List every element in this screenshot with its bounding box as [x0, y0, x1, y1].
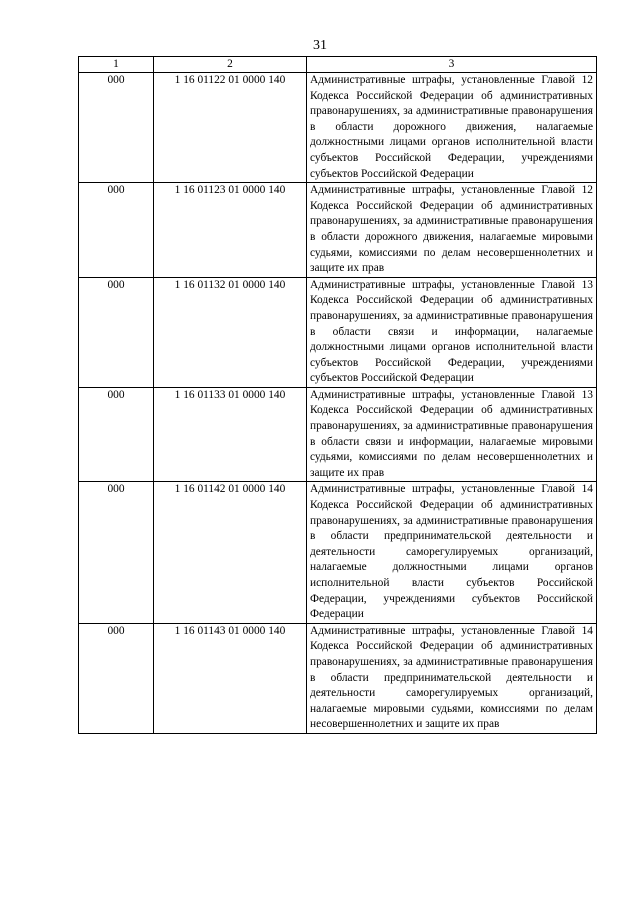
admin-code-cell: 000: [79, 623, 154, 733]
description-cell: Административные штрафы, установленные Главой 14 Кодекса Российской Федерации об административных правонарушениях, за административные правонарушения в области предпринимательской деятельности и деятельности саморегулируемых организаций, налагаемые мировыми судьями, комиссиями по делам несовершеннолетних и защите их прав: [307, 623, 597, 733]
admin-code-cell: 000: [79, 73, 154, 183]
income-code-cell: 1 16 01142 01 0000 140: [154, 482, 307, 623]
income-code-cell: 1 16 01132 01 0000 140: [154, 277, 307, 387]
table-row: [79, 73, 597, 183]
description-cell: Административные штрафы, установленные Главой 12 Кодекса Российской Федерации об административных правонарушениях, за административные правонарушения в области дорожного движения, налагаемые мировыми судьями, комиссиями по делам несовершеннолетних и защите их прав: [307, 183, 597, 278]
income-code-cell: 1 16 01123 01 0000 140: [154, 183, 307, 278]
admin-code-cell: 000: [79, 482, 154, 623]
admin-code-cell: 000: [79, 387, 154, 482]
income-code-cell: 1 16 01122 01 0000 140: [154, 73, 307, 183]
table-header-row: [79, 57, 597, 73]
column-header-3: 3: [307, 57, 597, 73]
page-number: 31: [313, 38, 327, 53]
table-row: [79, 387, 597, 482]
income-code-cell: 1 16 01143 01 0000 140: [154, 623, 307, 733]
table-row: [79, 277, 597, 387]
income-code-cell: 1 16 01133 01 0000 140: [154, 387, 307, 482]
description-cell: Административные штрафы, установленные Главой 14 Кодекса Российской Федерации об административных правонарушениях, за административные правонарушения в области предпринимательской деятельности и деятельности саморегулируемых организаций, налагаемые должностными лицами органов исполнительной власти субъектов Российской Федерации, учреждениями субъектов Российской Федерации: [307, 482, 597, 623]
description-cell: Административные штрафы, установленные Главой 13 Кодекса Российской Федерации об административных правонарушениях, за административные правонарушения в области связи и информации, налагаемые должностными лицами органов исполнительной власти субъектов Российской Федерации, учреждениями субъектов Российской Федерации: [307, 277, 597, 387]
description-cell: Административные штрафы, установленные Главой 13 Кодекса Российской Федерации об административных правонарушениях, за административные правонарушения в области связи и информации, налагаемые мировыми судьями, комиссиями по делам несовершеннолетних и защите их прав: [307, 387, 597, 482]
table-row: [79, 623, 597, 733]
table-row: [79, 482, 597, 623]
budget-codes-table: [78, 56, 597, 734]
table-row: [79, 183, 597, 278]
column-header-2: 2: [154, 57, 307, 73]
admin-code-cell: 000: [79, 183, 154, 278]
description-cell: Административные штрафы, установленные Главой 12 Кодекса Российской Федерации об административных правонарушениях, за административные правонарушения в области дорожного движения, налагаемые должностными лицами органов исполнительной власти субъектов Российской Федерации, учреждениями субъектов Российской Федерации: [307, 73, 597, 183]
admin-code-cell: 000: [79, 277, 154, 387]
column-header-1: 1: [79, 57, 154, 73]
